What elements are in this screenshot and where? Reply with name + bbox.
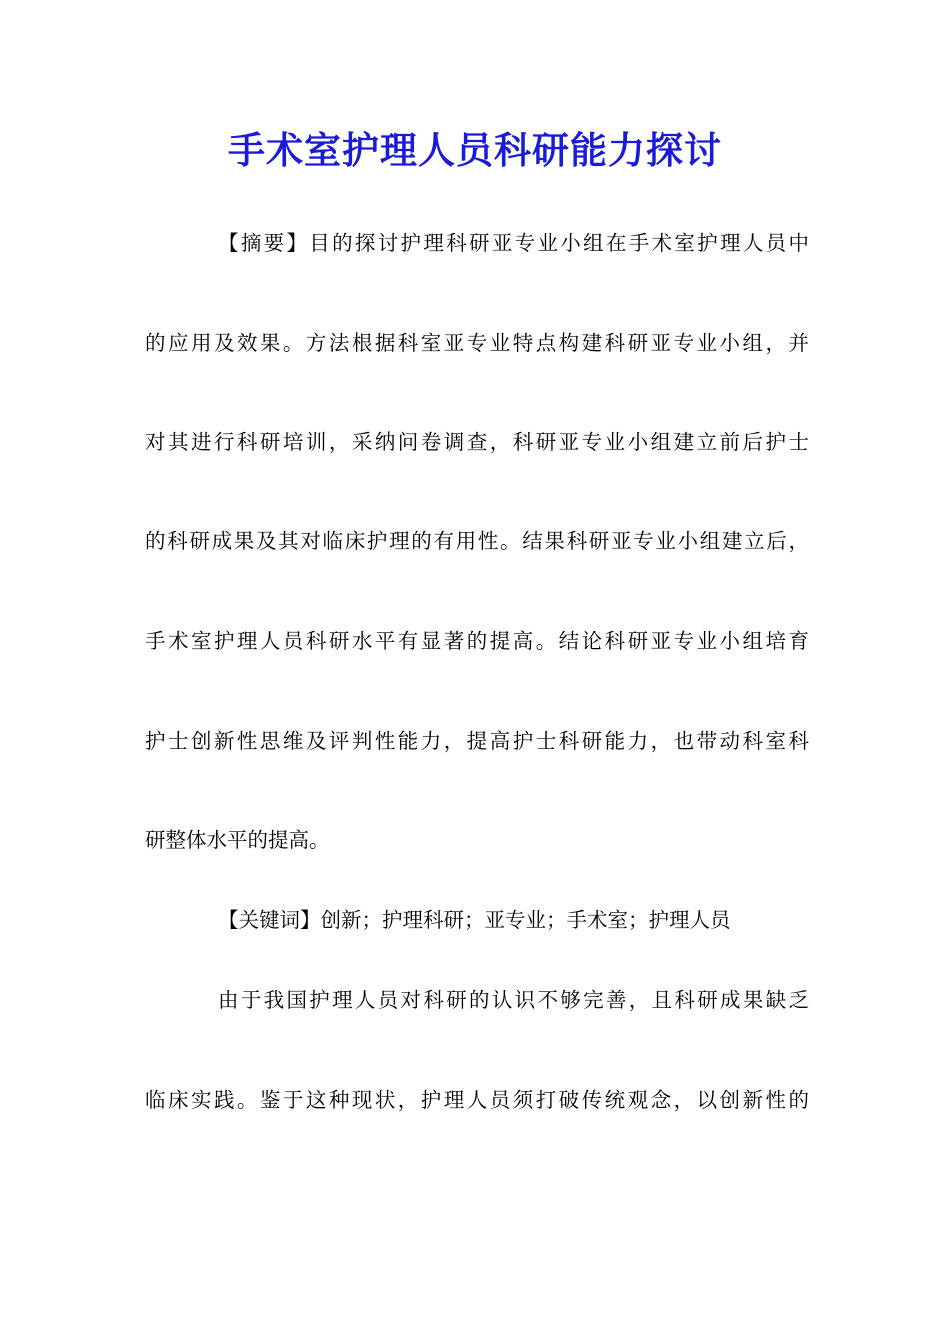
- keywords-line: 【关键词】创新；护理科研；亚专业；手术室；护理人员: [218, 908, 731, 932]
- body-line: 由于我国护理人员对科研的认识不够完善，且科研成果缺乏: [218, 988, 809, 1012]
- abstract-line: 研整体水平的提高。: [145, 828, 330, 852]
- body-line: 临床实践。鉴于这种现状，护理人员须打破传统观念，以创新性的: [145, 1088, 809, 1112]
- abstract-line: 的科研成果及其对临床护理的有用性。结果科研亚专业小组建立后，: [145, 529, 809, 553]
- page-title: 手术室护理人员科研能力探讨: [228, 128, 722, 172]
- abstract-line: 【摘要】目的探讨护理科研亚专业小组在手术室护理人员中: [218, 231, 809, 255]
- abstract-line: 对其进行科研培训，采纳问卷调查，科研亚专业小组建立前后护士: [145, 430, 809, 454]
- abstract-line: 手术室护理人员科研水平有显著的提高。结论科研亚专业小组培育: [145, 629, 809, 653]
- abstract-line: 护士创新性思维及评判性能力，提高护士科研能力，也带动科室科: [145, 729, 809, 753]
- abstract-line: 的应用及效果。方法根据科室亚专业特点构建科研亚专业小组，并: [145, 331, 809, 355]
